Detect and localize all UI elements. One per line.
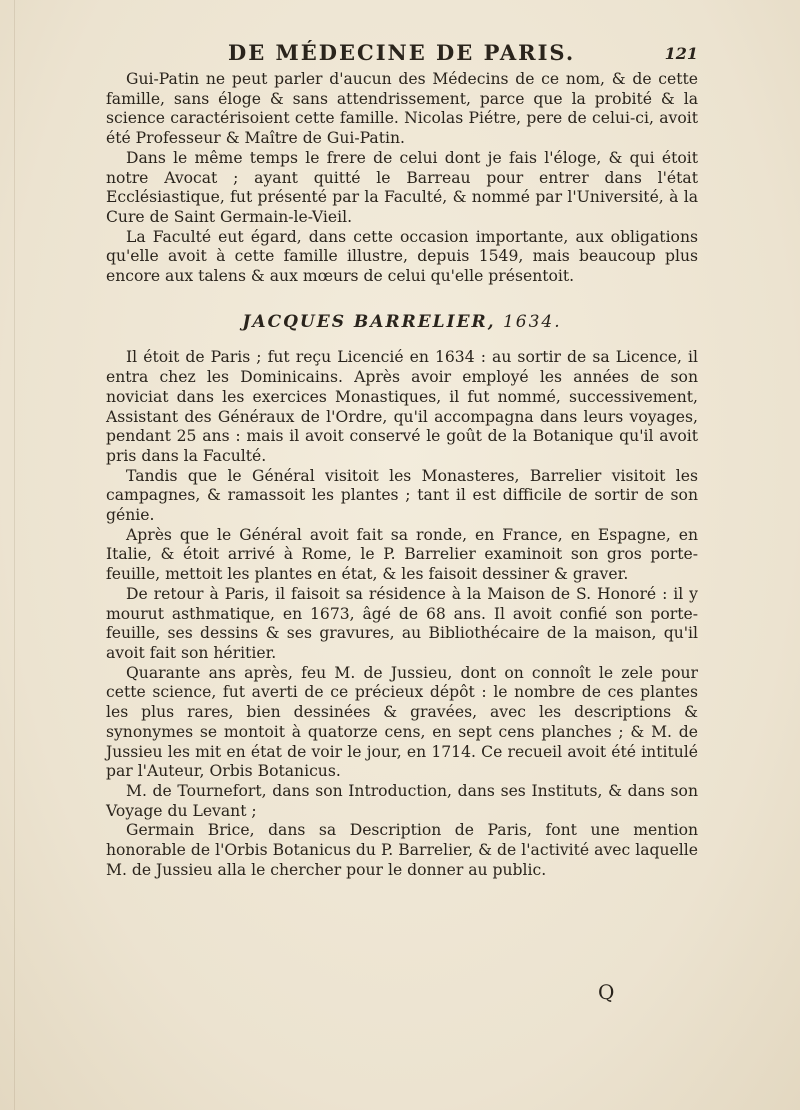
- paragraph: M. de Tournefort, dans son Introduction, dans ses Instituts, & dans son Voyage du Levant ;: [106, 781, 698, 820]
- paragraph: Quarante ans après, feu M. de Jussieu, dont on connoît le zele pour cette science, fut averti de ce précieux dépôt : le nombre de ces plantes les plus rares, bien dessinées & gravées, avec les descriptions & synonymes se montoit à quatorze cens, en sept cens planches ; & M. de Jussieu les mit en état de voir le jour, en 1714. Ce recueil avoit été intitulé par l'Auteur, Orbis Botanicus.: [106, 663, 698, 781]
- paragraph: De retour à Paris, il faisoit sa résidence à la Maison de S. Honoré : il y mourut asthmatique, en 1673, âgé de 68 ans. Il avoit confié son porte-feuille, ses dessins & ses gravures, au Bibliothécaire de la maison, qu'il avoit fait son héritier.: [106, 584, 698, 662]
- paragraph: Germain Brice, dans sa Description de Paris, font une mention honorable de l'Orbis Botanicus du P. Barrelier, & de l'activité avec laquelle M. de Jussieu alla le chercher pour le donner au public.: [106, 821, 698, 879]
- paragraph: Gui-Patin ne peut parler d'aucun des Médecins de ce nom, & de cette famille, sans éloge & sans attendrissement, parce que la probité & la science caractérisoient cette famille. Nicolas Piétre, pere de celui-ci, avoit été Professeur & Maître de Gui-Patin.: [106, 70, 698, 148]
- section-heading-name: JACQUES BARRELIER,: [242, 311, 496, 332]
- paragraph: Il étoit de Paris ; fut reçu Licencié en 1634 : au sortir de sa Licence, il entra chez les Dominicains. Après avoir employé les années de son noviciat dans les exercices Monastiques, il fut nommé, successivement, Assistant des Généraux de l'Ordre, qu'il accompagna dans leurs voyages, pendant 25 ans : mais il avoit conservé le goût de la Botanique qu'il avoit pris dans la Faculté.: [106, 348, 698, 465]
- paragraph: Après que le Général avoit fait sa ronde, en France, en Espagne, en Italie, & étoit arrivé à Rome, le P. Barrelier examinoit son gros porte-feuille, mettoit les plantes en état, & les faisoit dessiner & graver.: [106, 525, 698, 584]
- section-heading: [106, 313, 698, 333]
- body-text: [106, 70, 698, 880]
- paragraph: Dans le même temps le frere de celui dont je fais l'éloge, & qui étoit notre Avocat ; ayant quitté le Barreau pour entrer dans l'état Ecclésiastique, fut présenté par la Faculté, & nommé par l'Université, à la Cure de Saint Germain-le-Vieil.: [106, 148, 698, 226]
- running-head: DE MÉDECINE DE PARIS.: [228, 40, 576, 65]
- section-heading-year: 1634.: [495, 311, 562, 332]
- page-number: 121: [664, 44, 698, 63]
- signature-mark: Q: [598, 980, 615, 1004]
- paragraph: Tandis que le Général visitoit les Monasteres, Barrelier visitoit les campagnes, & ramassoit les plantes ; tant il est difficile de sortir de son génie.: [106, 466, 698, 525]
- paragraph: La Faculté eut égard, dans cette occasion importante, aux obligations qu'elle avoit à cette famille illustre, depuis 1549, mais beaucoup plus encore aux talens & aux mœurs de celui qu'elle présentoit.: [106, 227, 698, 286]
- page-header: [228, 40, 698, 70]
- page-edge: [14, 0, 15, 1110]
